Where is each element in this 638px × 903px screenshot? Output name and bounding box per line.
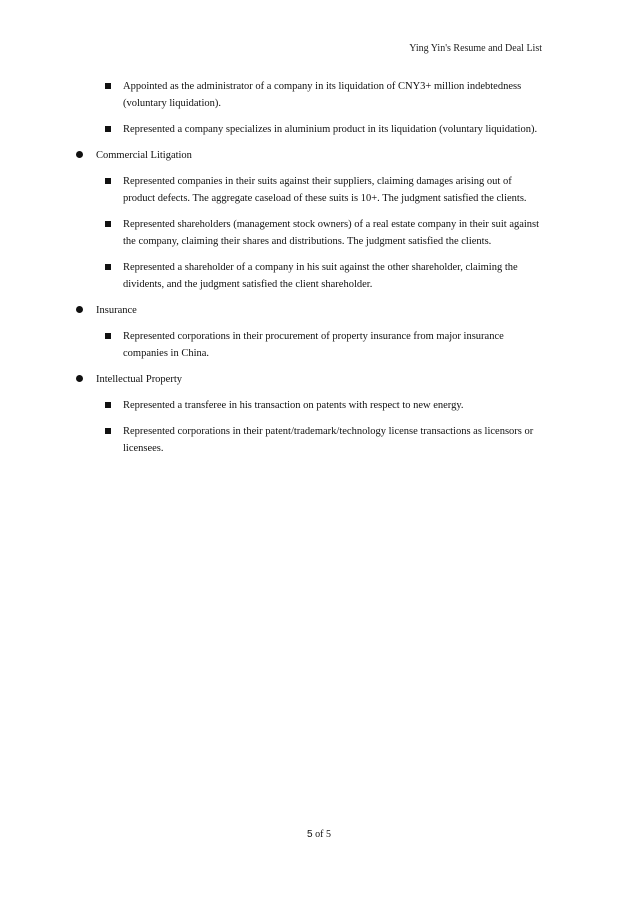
list-item-text: Represented a shareholder of a company in his suit against the other shareholder, claiming the dividents, and the judgment satisfied the client shareholder. <box>123 262 518 290</box>
square-bullet-icon <box>105 264 111 270</box>
list-item <box>96 173 544 207</box>
list-item <box>96 423 544 457</box>
list-item-text: Represented companies in their suits against their suppliers, claiming damages arising out of product defects. The aggregate caseload of these suits is 10+. The judgment satisfied the clients. <box>123 176 527 204</box>
round-bullet-icon <box>76 151 83 158</box>
round-bullet-icon <box>76 306 83 313</box>
list-item <box>96 216 544 250</box>
square-bullet-icon <box>105 178 111 184</box>
list-item <box>96 78 544 112</box>
square-bullet-icon <box>105 402 111 408</box>
square-bullet-icon <box>105 428 111 434</box>
section-insurance <box>74 302 544 319</box>
section-commercial-litigation <box>74 147 544 164</box>
list-item-text: Represented corporations in their procurement of property insurance from major insurance companies in China. <box>123 331 504 359</box>
square-bullet-icon <box>105 221 111 227</box>
square-bullet-icon <box>105 333 111 339</box>
page-number: 5 <box>307 829 313 840</box>
list-item <box>96 397 544 414</box>
list-item <box>96 121 544 138</box>
square-bullet-icon <box>105 126 111 132</box>
page-total: of 5 <box>315 829 331 840</box>
list-item-text: Represented shareholders (management stock owners) of a real estate company in their suit against the company, claiming their shares and distributions. The judgment satisfied the clients. <box>123 219 540 247</box>
list-item-text: Appointed as the administrator of a company in its liquidation of CNY3+ million indebtedness (voluntary liquidation). <box>123 81 522 109</box>
page-footer <box>0 829 638 840</box>
round-bullet-icon <box>76 375 83 382</box>
section-title: Commercial Litigation <box>96 150 192 161</box>
intro-items <box>96 78 544 138</box>
list-item <box>96 259 544 293</box>
square-bullet-icon <box>105 83 111 89</box>
list-item-text: Represented a transferee in his transaction on patents with respect to new energy. <box>123 400 464 411</box>
section-title: Insurance <box>96 305 137 316</box>
list-item <box>96 328 544 362</box>
section-intellectual-property <box>74 371 544 388</box>
list-item-text: Represented a company specializes in aluminium product in its liquidation (voluntary liquidation). <box>123 124 538 135</box>
deal-list-content <box>96 78 544 466</box>
page-header: Ying Yin's Resume and Deal List <box>409 43 542 54</box>
section-title: Intellectual Property <box>96 374 183 385</box>
list-item-text: Represented corporations in their patent/trademark/technology license transactions as licensors or licensees. <box>123 426 534 454</box>
